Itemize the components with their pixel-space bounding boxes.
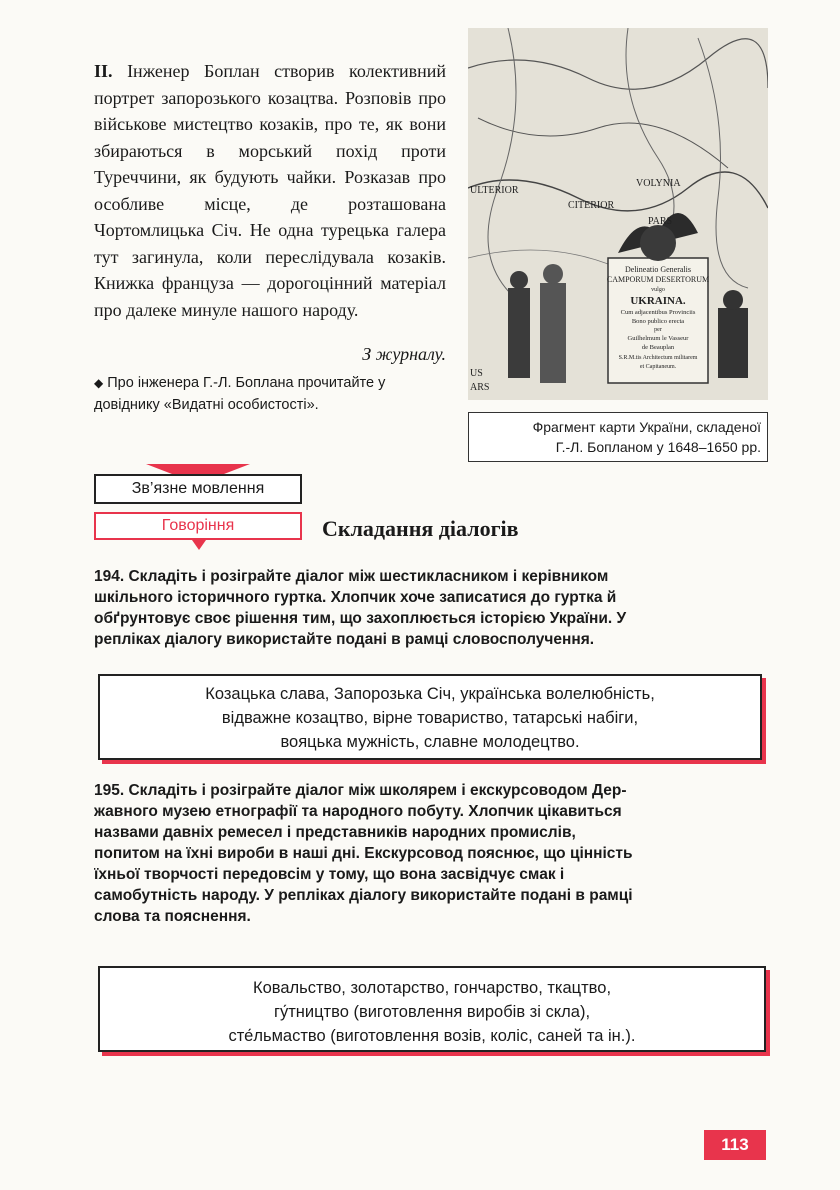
cartouche-line: Guilhelmum le Vasseur [627, 335, 689, 342]
exercise-line: 195. Складіть і розіграйте діалог між школярем і екскурсоводом Дер- [94, 782, 627, 799]
word-box-195 [98, 966, 766, 1052]
cartouche-line: Cum adjacentibus Provinciis [620, 309, 696, 316]
phrase-box-194 [98, 674, 762, 760]
exercise-195 [94, 780, 784, 927]
reference-note-text: Про інженера Г.-Л. Боплана прочитайте у довіднику «Видатні особистості». [94, 375, 386, 413]
map-label: VOLYNIA [636, 178, 681, 189]
exercise-line: шкільного історичного гуртка. Хлопчик хоче записатися до гуртка й [94, 589, 617, 606]
cartouche-line: per [654, 327, 662, 333]
diamond-bullet-icon: ◆ [94, 376, 104, 390]
word-line: гу́тництво (виготовлення виробів зі скла), [273, 1003, 591, 1021]
exercise-line: їхньої творчості передовсім у тому, що вона засвідчує смак і [94, 866, 565, 883]
source-attribution: З журналу. [362, 344, 446, 364]
exercise-line: попитом на їхні вироби в наші дні. Екскурсовод пояснює, що цінність [94, 845, 633, 862]
map-label: US [470, 368, 483, 379]
speaking-label: Говоріння [94, 512, 302, 540]
section-title: Складання діалогів [322, 516, 519, 541]
map-illustration [468, 28, 768, 400]
cartouche-line: vulgo [651, 287, 665, 293]
section-labels [94, 460, 314, 560]
exercise-line: обґрунтовує своє рішення тим, що захоплюється історією України. У [94, 610, 627, 627]
map-drawing [468, 28, 768, 400]
cartouche-line: Bono publico erecta [631, 318, 685, 325]
map-label: ULTERIOR [470, 185, 519, 196]
section-roman-numeral: II. [94, 61, 113, 81]
cartouche-line: de Beauplan [641, 344, 675, 351]
map-label: CITERIOR [568, 200, 615, 211]
connected-speech-label: Зв’язне мовлення [94, 474, 302, 504]
phrase-line: відважне козацтво, вірне товариство, татарські набіги, [221, 709, 639, 727]
phrase-line: Козацька слава, Запорозька Січ, українська волелюбність, [205, 685, 655, 703]
exercise-194 [94, 566, 784, 650]
intro-paragraph [94, 58, 446, 323]
map-label: PARS [648, 216, 673, 227]
cartouche-line: Delineatio Generalis [625, 265, 691, 274]
map-caption-line: Фрагмент карти України, складеної [532, 419, 761, 435]
exercise-line: жавного музею етнографії та народного побуту. Хлопчик цікавиться [94, 803, 622, 820]
exercise-line: репліках діалогу використайте подані в рамці словосполучення. [94, 631, 595, 648]
map-caption [468, 412, 768, 462]
intro-text: Інженер Боплан створив колективний портрет запорозького козацтва. Розповів про військове мистецтво козаків, про те, як вони збираються в морський похід проти Туреччини, як будують чайки. Розказав про особливе місце, де розташована Чортомлицька Січ. Не одна турецька галера тут загинула, коли переслідувала козаків. Книжка француза — дорогоцінний матеріал про далеке минуле нашого народу. [94, 61, 447, 320]
cartouche-line: S.R.M.tis Architectum militarem [618, 355, 698, 361]
reference-note [94, 372, 454, 416]
cartouche-line: CAMPORUM DESERTORUM [606, 275, 710, 284]
page-number: 113 [704, 1130, 766, 1160]
exercise-line: 194. Складіть і розіграйте діалог між шестикласником і керівником [94, 568, 609, 585]
cartouche-line: et Capitaneum. [639, 364, 677, 370]
map-label: ARS [470, 382, 490, 393]
cartouche-line: UKRAINA. [630, 295, 686, 307]
word-line: Ковальство, золотарство, гончарство, ткацтво, [252, 979, 612, 997]
word-line: сте́льмаство (виготовлення возів, коліс, саней та ін.). [228, 1027, 636, 1045]
exercise-line: слова та пояснення. [94, 908, 251, 925]
exercise-line: самобутність народу. У репліках діалогу використайте подані в рамці [94, 887, 633, 904]
exercise-line: назвами давніх ремесел і представників народних промислів, [94, 824, 576, 841]
phrase-line: вояцька мужність, славне молодецтво. [280, 733, 580, 751]
triangle-pointer-icon [192, 540, 206, 550]
map-caption-line: Г.-Л. Бопланом у 1648–1650 рр. [555, 439, 761, 455]
